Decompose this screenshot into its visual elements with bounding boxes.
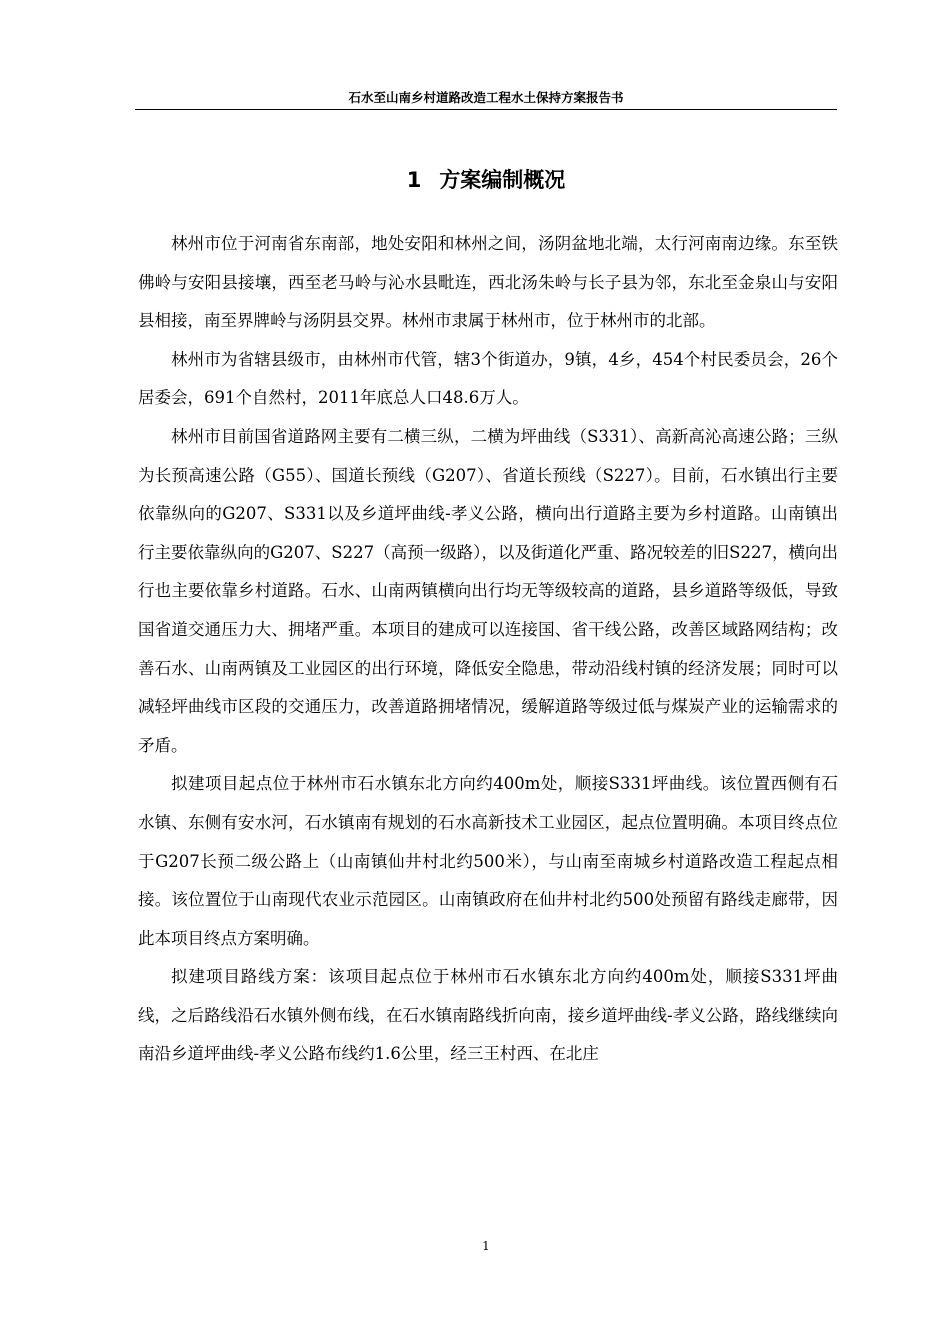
chapter-number: 1: [406, 168, 422, 192]
chapter-title: [135, 165, 837, 195]
chapter-title-text: 方案编制概况: [439, 168, 566, 192]
header-divider: [135, 109, 837, 110]
page-number: 1: [482, 1239, 490, 1253]
body-text: [138, 225, 838, 1074]
paragraph-location: 林州市位于河南省东南部，地处安阳和林州之间，汤阴盆地北端，太行河南南边缘。东至铁佛岭与安阳县接壤，西至老马岭与沁水县毗连，西北汤朱岭与长子县为邻，东北至金泉山与安阳县相接，南至界牌岭与汤阴县交界。林州市隶属于林州市，位于林州市的北部。: [138, 234, 838, 331]
paragraph-road-network: 林州市目前国省道路网主要有二横三纵，二横为坪曲线（S331）、高新高沁高速公路；三纵为长预高速公路（G55）、国道长预线（G207）、省道长预线（S227）。目前，石水镇出行主要依靠纵向的G207、S331以及乡道坪曲线-孝义公路，横向出行道路主要为乡村道路。山南镇出行主要依靠纵向的G207、S227（高预一级路），以及街道化严重、路况较差的旧S227，横向出行也主要依靠乡村道路。石水、山南两镇横向出行均无等级较高的道路，县乡道路等级低，导致国省道交通压力大、拥堵严重。本项目的建成可以连接国、省干线公路，改善区域路网结构；改善石水、山南两镇及工业园区的出行环境，降低安全隐患，带动沿线村镇的经济发展；同时可以减轻坪曲线市区段的交通压力，改善道路拥堵情况，缓解道路等级过低与煤炭产业的运输需求的矛盾。: [138, 426, 838, 755]
paragraph-route-plan: 拟建项目路线方案：该项目起点位于林州市石水镇东北方向约400m处，顺接S331坪曲线，之后路线沿石水镇外侧布线，在石水镇南路线折向南，接乡道坪曲线-孝义公路，路线继续向南沿乡道坪曲线-孝义公路布线约1.6公里，经三王村西、在北庄: [138, 967, 838, 1064]
running-header: 石水至山南乡村道路改造工程水土保持方案报告书: [348, 90, 624, 105]
paragraph-start-end-points: 拟建项目起点位于林州市石水镇东北方向约400m处，顺接S331坪曲线。该位置西侧有石水镇、东侧有安水河，石水镇南有规划的石水高新技术工业园区，起点位置明确。本项目终点位于G207长预二级公路上（山南镇仙井村北约500米），与山南至南城乡村道路改造工程起点相接。该位置位于山南现代农业示范园区。山南镇政府在仙井村北约500处预留有路线走廊带，因此本项目终点方案明确。: [138, 774, 838, 948]
paragraph-administration: 林州市为省辖县级市，由林州市代管，辖3个街道办，9镇，4乡，454个村民委员会，26个居委会，691个自然村，2011年底总人口48.6万人。: [138, 349, 838, 408]
